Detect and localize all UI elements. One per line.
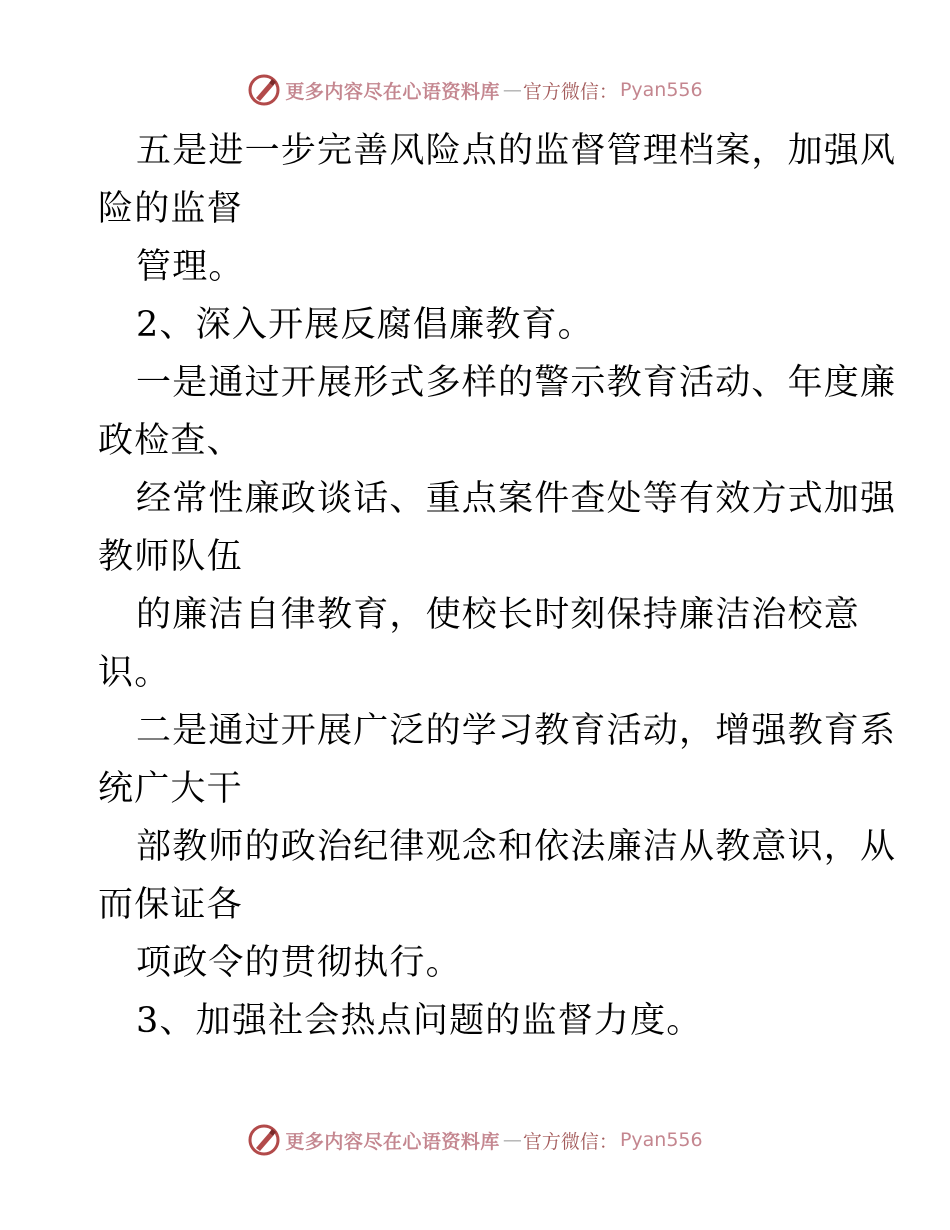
watermark-separator: — <box>502 1129 520 1151</box>
text-line: 部教师的政治纪律观念和依法廉洁从教意识，从 <box>136 827 897 867</box>
text-line: 险的监督 <box>98 189 243 229</box>
text-line: 管理。 <box>136 247 245 287</box>
text-line: 五是进一步完善风险点的监督管理档案，加强风 <box>136 131 897 171</box>
watermark-sub-text: 官方微信： <box>522 1130 618 1153</box>
section-heading: 2、深入开展反腐倡廉教育。 <box>136 305 594 345</box>
header-watermark <box>0 70 950 110</box>
pen-logo-icon <box>247 1123 281 1157</box>
text-line: 而保证各 <box>98 885 243 925</box>
footer-watermark <box>0 1120 950 1160</box>
text-line: 统广大干 <box>98 769 243 809</box>
watermark-sub-text: 官方微信： <box>522 80 618 103</box>
watermark-separator: — <box>502 79 520 101</box>
watermark-id-text: Pyan556 <box>619 1129 703 1151</box>
text-line: 教师队伍 <box>98 537 243 577</box>
text-line: 经常性廉政谈话、重点案件查处等有效方式加强 <box>136 479 897 519</box>
text-line: 识。 <box>98 653 171 693</box>
document-body <box>98 122 897 1050</box>
watermark-main-text: 更多内容尽在心语资料库 <box>285 1130 500 1153</box>
watermark-main-text: 更多内容尽在心语资料库 <box>285 80 500 103</box>
pen-logo-icon <box>247 73 281 107</box>
text-line: 二是通过开展广泛的学习教育活动，增强教育系 <box>136 711 897 751</box>
text-line: 的廉洁自律教育，使校长时刻保持廉洁治校意 <box>136 595 861 635</box>
text-line: 政检查、 <box>98 421 243 461</box>
watermark-id-text: Pyan556 <box>619 79 703 101</box>
text-line: 项政令的贯彻执行。 <box>136 943 462 983</box>
section-heading: 3、加强社会热点问题的监督力度。 <box>136 1001 703 1041</box>
text-line: 一是通过开展形式多样的警示教育活动、年度廉 <box>136 363 897 403</box>
